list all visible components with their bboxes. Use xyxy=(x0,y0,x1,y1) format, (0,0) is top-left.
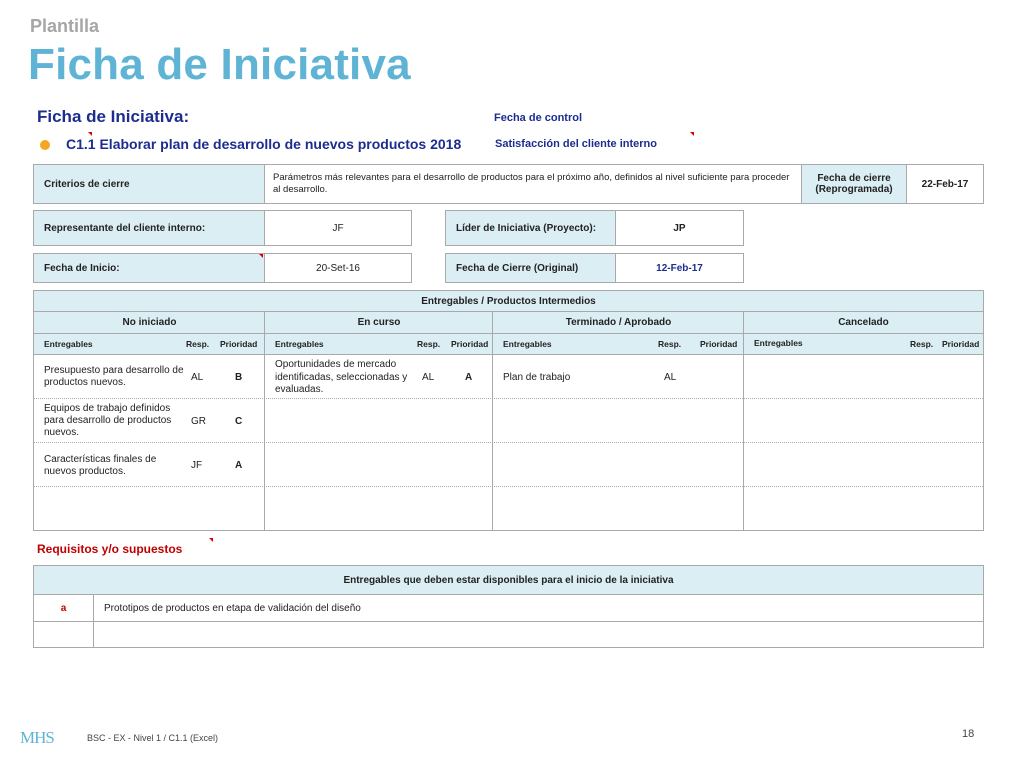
sub-entregables: Entregables xyxy=(754,338,803,348)
list-item: Oportunidades de mercado identificadas, seleccionadas y evaluadas. xyxy=(275,359,408,395)
sub-resp: Resp. xyxy=(910,339,934,349)
sub-entregables: Entregables xyxy=(44,339,93,349)
sub-resp: Resp. xyxy=(186,339,210,349)
list-item: Presupuesto para desarrollo de productos nuevos. xyxy=(44,365,184,388)
fecha-cierre-original-value: 12-Feb-17 xyxy=(615,253,744,283)
requisitos-table-header: Entregables que deben estar disponibles para el inicio de la iniciativa xyxy=(33,565,984,595)
comment-marker-icon xyxy=(690,132,694,136)
fecha-cierre-reprog-value: 22-Feb-17 xyxy=(906,164,984,204)
requisito-id: a xyxy=(33,594,94,622)
requisito-text: Prototipos de productos en etapa de validación del diseño xyxy=(93,594,984,622)
comment-marker-icon xyxy=(259,254,263,258)
priority-value: A xyxy=(235,460,243,471)
sub-prioridad: Prioridad xyxy=(942,339,980,349)
sub-prioridad: Prioridad xyxy=(700,339,738,349)
sub-entregables: Entregables xyxy=(503,339,552,349)
status-bullet-icon xyxy=(40,140,50,150)
col-cancelado: Cancelado xyxy=(744,312,983,334)
resp-value: AL xyxy=(191,372,204,383)
resp-value: JF xyxy=(191,460,203,471)
sub-prioridad: Prioridad xyxy=(220,339,258,349)
fecha-inicio-label: Fecha de Inicio: xyxy=(33,253,265,283)
col-terminado: Terminado / Aprobado xyxy=(493,312,744,334)
fecha-cierre-reprog-label: Fecha de cierre (Reprogramada) xyxy=(801,164,907,204)
list-item: Plan de trabajo xyxy=(503,372,571,383)
requisito-empty-id xyxy=(33,621,94,648)
fecha-cierre-original-label: Fecha de Cierre (Original) xyxy=(445,253,616,283)
entregables-table xyxy=(33,290,984,531)
requisito-empty-text xyxy=(93,621,984,648)
comment-marker-icon xyxy=(209,538,213,542)
fecha-control-label: Fecha de control xyxy=(494,112,583,124)
page-number: 18 xyxy=(962,728,975,740)
criterios-label: Criterios de cierre xyxy=(33,164,265,204)
page-suptitle: Plantilla xyxy=(30,16,100,36)
lider-label: Líder de Iniciativa (Proyecto): xyxy=(445,210,616,246)
priority-value: C xyxy=(235,416,243,427)
resp-value: AL xyxy=(664,372,677,383)
sub-entregables: Entregables xyxy=(275,339,324,349)
footer-text: BSC - EX - Nivel 1 / C1.1 (Excel) xyxy=(87,733,219,743)
sub-prioridad: Prioridad xyxy=(451,339,489,349)
list-item: Características finales de nuevos productos. xyxy=(44,454,157,477)
satisfaccion-label: Satisfacción del cliente interno xyxy=(495,138,657,150)
company-logo: MHS xyxy=(20,728,54,747)
sub-resp: Resp. xyxy=(417,339,441,349)
priority-value: B xyxy=(235,372,243,383)
col-en-curso: En curso xyxy=(265,312,493,334)
requisitos-title: Requisitos y/o supuestos xyxy=(37,542,183,556)
initiative-name: C1.1 Elaborar plan de desarrollo de nuevos productos 2018 xyxy=(66,136,462,152)
resp-value: AL xyxy=(422,372,435,383)
priority-value: A xyxy=(465,372,473,383)
fecha-inicio-value: 20-Set-16 xyxy=(264,253,412,283)
page-title: Ficha de Iniciativa xyxy=(28,40,411,89)
col-no-iniciado: No iniciado xyxy=(34,312,265,334)
representante-label: Representante del cliente interno: xyxy=(33,210,265,246)
lider-value: JP xyxy=(615,210,744,246)
list-item: Equipos de trabajo definidos para desarrollo de productos nuevos. xyxy=(44,403,172,438)
criterios-text: Parámetros más relevantes para el desarrollo de productos para el próximo año, definidos al nivel suficiente para proceder al desarrollo. xyxy=(264,164,802,204)
entregables-title: Entregables / Productos Intermedios xyxy=(34,291,983,312)
resp-value: GR xyxy=(191,416,206,427)
representante-value: JF xyxy=(264,210,412,246)
comment-marker-icon xyxy=(88,132,92,136)
sub-resp: Resp. xyxy=(658,339,682,349)
ficha-heading: Ficha de Iniciativa: xyxy=(37,107,190,126)
entregables-subheader-row xyxy=(34,334,983,355)
